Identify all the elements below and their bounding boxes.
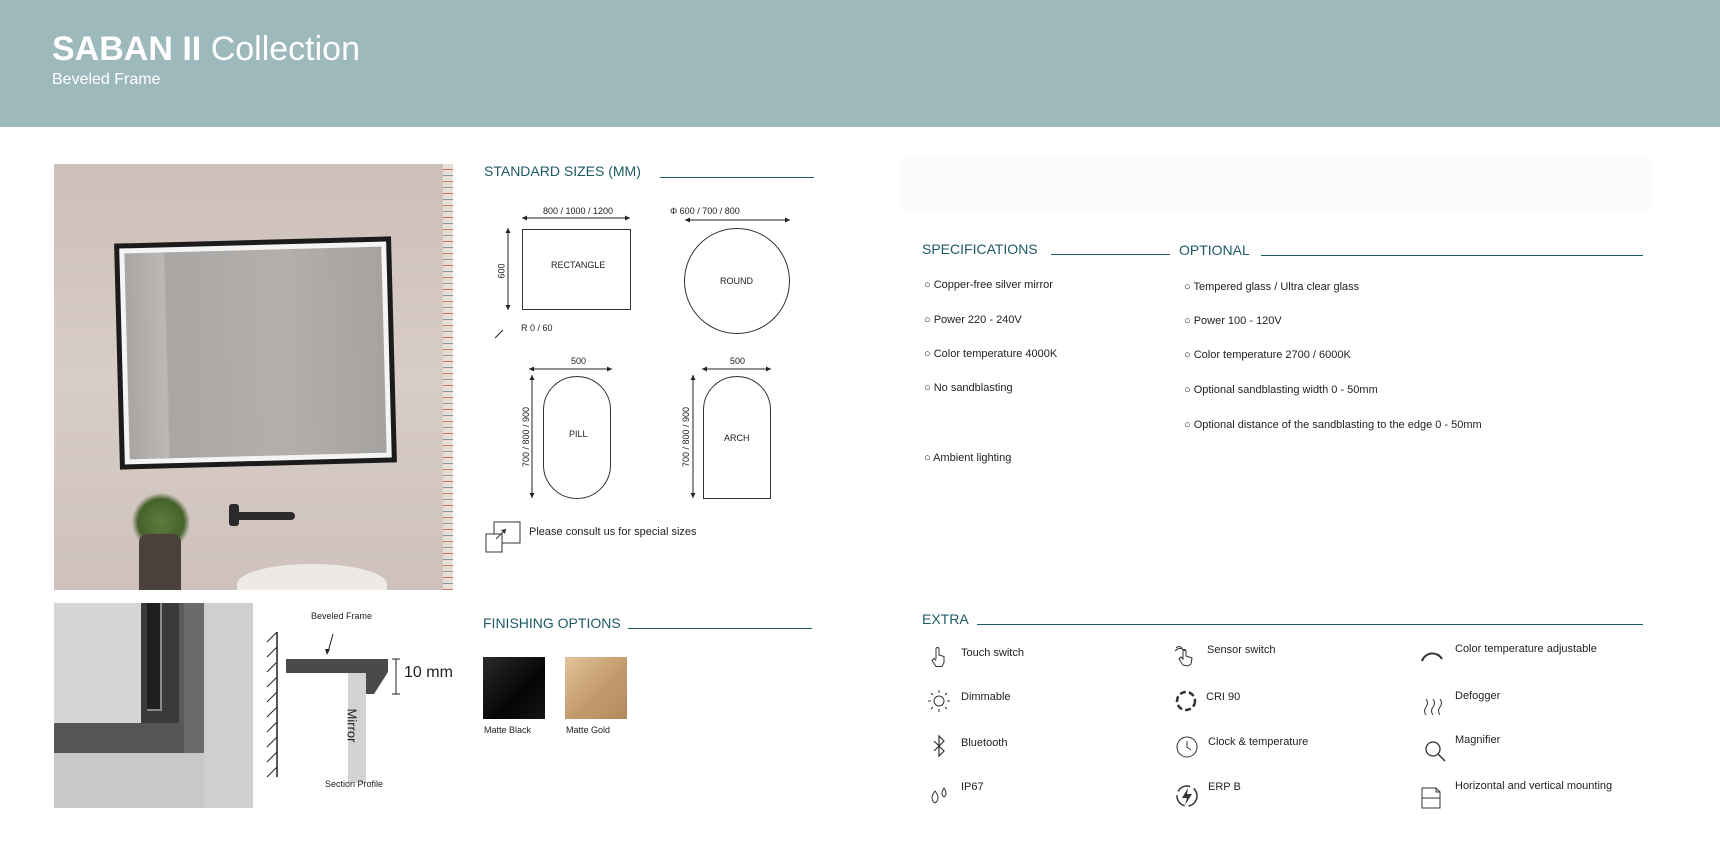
mounting-icon [1421,785,1445,809]
touch-icon [927,645,951,669]
extra-dimmable: Dimmable [961,691,1011,703]
beveled-frame-label: Beveled Frame [311,611,373,621]
optional-item: ○ Optional sandblasting width 0 - 50mm [1184,384,1378,396]
sun-icon [927,689,951,713]
round-diameter-label: Φ 600 / 700 / 800 [670,206,740,216]
extra-mounting: Horizontal and vertical mounting [1455,780,1613,792]
thickness-label: 10 mm [404,664,453,681]
specifications-line [1051,254,1170,255]
resize-icon [484,521,524,555]
photo-basin [237,564,387,590]
optional-item: ○ Tempered glass / Ultra clear glass [1184,281,1360,293]
finishing-options-heading: FINISHING OPTIONS [483,615,621,631]
spec-item: ○ No sandblasting [924,382,1013,394]
extra-erp: ERP B [1208,781,1241,793]
terrazzo-edge [443,164,453,590]
section-profile-label: Section Profile [325,779,384,789]
swatch-matte-black[interactable] [483,657,545,719]
extra-ip67: IP67 [961,781,984,793]
clock-icon [1175,735,1199,759]
blank-panel [900,158,1652,210]
photo-vase [139,534,181,590]
frame-corner-drawing [54,603,253,808]
spec-item: ○ Ambient lighting [924,452,1012,464]
photo-tap [229,512,295,520]
arc-icon [1420,643,1444,667]
mirror-label: Mirror [344,708,360,743]
frame-corner-photo [54,603,253,808]
swatch-label-black: Matte Black [484,725,532,735]
standard-sizes-line [660,177,814,178]
rectangle-label: RECTANGLE [551,260,606,270]
round-label: ROUND [720,276,753,286]
magnifier-icon [1423,739,1447,763]
title-bold: SABAN II [52,30,202,68]
header-banner [0,0,1720,127]
extra-color-temperature: Color temperature adjustable [1455,643,1597,655]
pill-height-label: 700 / 800 / 900 [521,406,532,468]
spec-item: ○ Color temperature 4000K [924,348,1058,360]
extra-line [977,624,1643,625]
arch-width-label: 500 [730,356,746,366]
swatch-label-gold: Matte Gold [566,725,611,735]
product-photo [54,164,453,590]
extra-cri: CRI 90 [1206,691,1241,703]
steam-icon [1421,695,1445,719]
optional-item: ○ Power 100 - 120V [1184,315,1282,327]
energy-icon [1175,784,1199,808]
standard-sizes-heading: STANDARD SIZES (MM) [484,163,641,179]
special-sizes-note: Please consult us for special sizes [529,526,697,538]
finishing-options-line [628,628,812,629]
extra-magnifier: Magnifier [1455,734,1501,746]
optional-heading: OPTIONAL [1179,242,1250,258]
rectangle-width-label: 800 / 1000 / 1200 [543,206,614,216]
photo-mirror [114,236,397,469]
section-profile-diagram [262,612,462,792]
spec-item: ○ Copper-free silver mirror [924,279,1053,291]
extra-clock: Clock & temperature [1208,736,1309,748]
spec-item: ○ Power 220 - 240V [924,314,1022,326]
pill-width-label: 500 [571,356,587,366]
extra-bluetooth: Bluetooth [961,737,1008,749]
pill-label: PILL [569,429,588,439]
collection-subtitle: Beveled Frame [52,71,161,88]
title-rest: Collection [210,30,360,68]
droplets-icon [927,785,951,809]
arch-height-label: 700 / 800 / 900 [681,406,692,468]
cri-circle-icon [1174,689,1198,713]
specifications-heading: SPECIFICATIONS [922,241,1038,257]
bluetooth-icon [927,734,951,758]
extra-touch-switch: Touch switch [961,647,1024,659]
extra-defogger: Defogger [1455,690,1501,702]
rectangle-radius-label: R 0 / 60 [521,323,553,333]
collection-title [52,30,360,69]
extra-heading: EXTRA [922,611,969,627]
rectangle-height-label: 600 [496,263,507,279]
extra-sensor-switch: Sensor switch [1207,644,1276,656]
optional-item: ○ Optional distance of the sandblasting to the edge 0 - 50mm [1184,419,1482,431]
wave-hand-icon [1173,643,1197,667]
optional-line [1261,255,1643,256]
optional-item: ○ Color temperature 2700 / 6000K [1184,349,1351,361]
arch-label: ARCH [724,433,750,443]
swatch-matte-gold[interactable] [565,657,627,719]
